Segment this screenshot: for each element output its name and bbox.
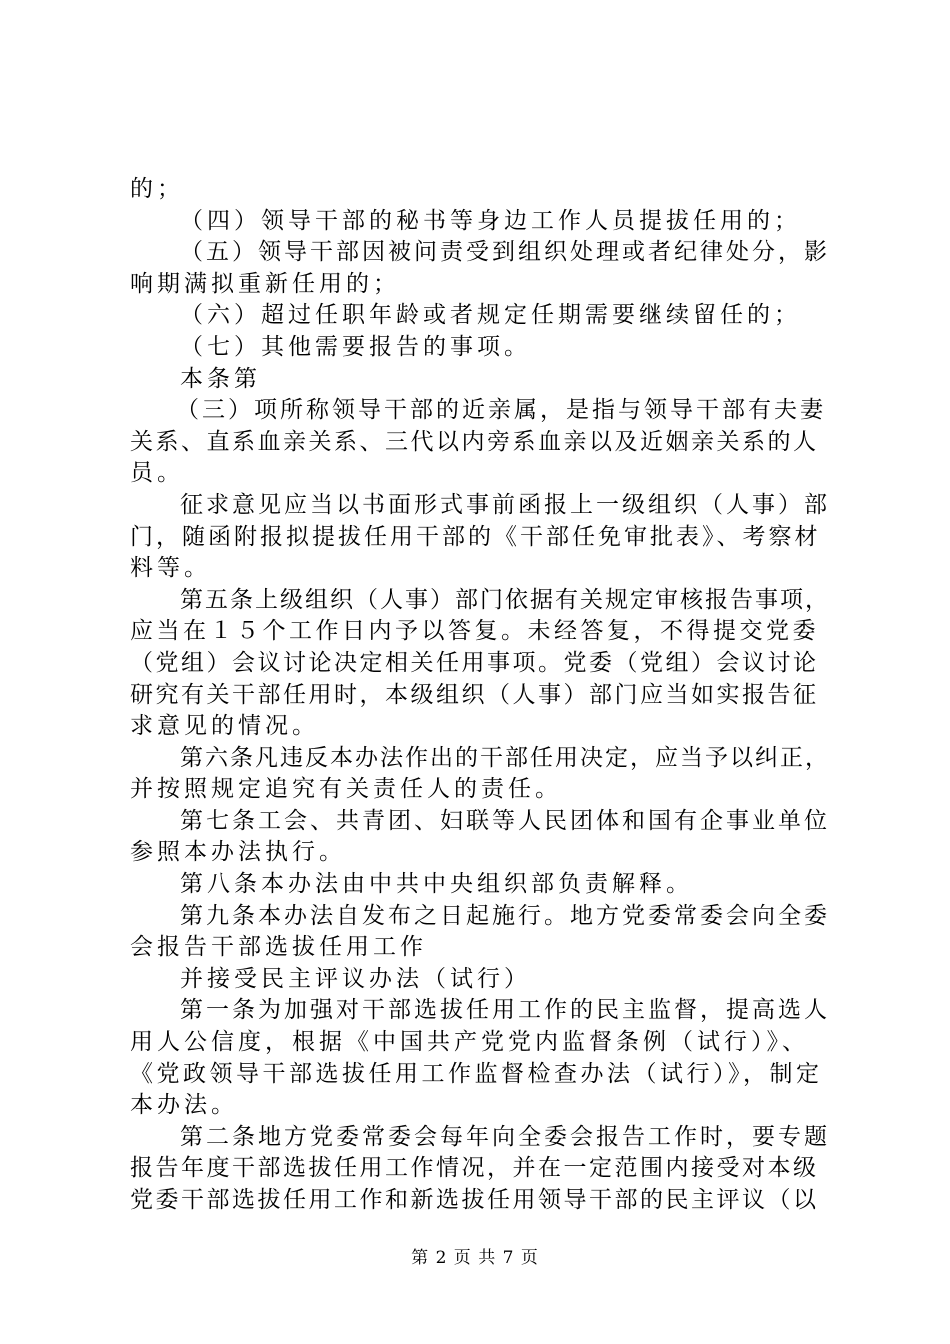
text-line: （党组）会议讨论决定相关任用事项。党委（党组）会议讨论 — [130, 649, 819, 676]
text-line: （三）项所称领导干部的近亲属，是指与领导干部有夫妻 — [176, 397, 826, 424]
page-number-footer: 第 2 页 共 7 页 — [411, 1248, 539, 1268]
text-line: 党委干部选拔任用工作和新选拔任用领导干部的民主评议（以 — [130, 1187, 819, 1213]
text-line: 会报告干部选拔任用工作 — [130, 934, 427, 961]
text-line: 第五条上级组织（人事）部门依据有关规定审核报告事项， — [180, 586, 830, 613]
text-line: 第六条凡违反本办法作出的干部任用决定，应当予以纠正， — [180, 744, 830, 771]
text-line: 第七条工会、共青团、妇联等人民团体和国有企事业单位 — [180, 807, 830, 834]
text-line: （五）领导干部因被问责受到组织处理或者纪律处分，影 — [180, 239, 830, 266]
text-line: 第八条本办法由中共中央组织部负责解释。 — [180, 871, 693, 898]
text-line: 员。 — [130, 460, 184, 487]
text-line: 报告年度干部选拔任用工作情况，并在一定范围内接受对本级 — [130, 1155, 819, 1182]
text-line: 用人公信度，根据《中国共产党党内监督条例（试行）》、 — [130, 1029, 809, 1056]
text-line: 关系、直系血亲关系、三代以内旁系血亲以及近姻亲关系的人 — [130, 428, 819, 455]
text-line: 本条第 — [180, 365, 261, 392]
text-line: 并接受民主评议办法（试行） — [180, 965, 531, 992]
text-line: 研究有关干部任用时，本级组织（人事）部门应当如实报告征 — [130, 681, 819, 708]
text-line: 响期满拟重新任用的； — [130, 270, 400, 297]
text-line: 第一条为加强对干部选拔任用工作的民主监督，提高选人 — [180, 997, 830, 1024]
text-line: 应当在１５个工作日内予以答复。未经答复，不得提交党委 — [130, 618, 819, 645]
text-line: （四）领导干部的秘书等身边工作人员提拔任用的； — [180, 207, 801, 234]
text-line: 本办法。 — [130, 1092, 238, 1119]
text-line: 参照本办法执行。 — [130, 839, 346, 866]
text-line: 并按照规定追究有关责任人的责任。 — [130, 776, 562, 803]
text-line: 征求意见应当以书面形式事前函报上一级组织（人事）部 — [180, 491, 830, 518]
text-line: （六）超过任职年龄或者规定任期需要继续留任的； — [180, 302, 801, 329]
text-line: 求意见的情况。 — [130, 713, 319, 740]
text-line: 第二条地方党委常委会每年向全委会报告工作时，要专题 — [180, 1123, 830, 1150]
text-line: 第九条本办法自发布之日起施行。地方党委常委会向全委 — [180, 902, 830, 929]
text-line: 的； — [130, 176, 184, 202]
document-body — [130, 174, 830, 1217]
text-line: （七）其他需要报告的事项。 — [180, 333, 531, 360]
text-line: 《党政领导干部选拔任用工作监督检查办法（试行）》，制定 — [130, 1060, 823, 1087]
text-line: 门，随函附报拟提拔任用干部的《干部任免审批表》、考察材 — [130, 523, 821, 550]
text-line: 料等。 — [130, 555, 211, 582]
